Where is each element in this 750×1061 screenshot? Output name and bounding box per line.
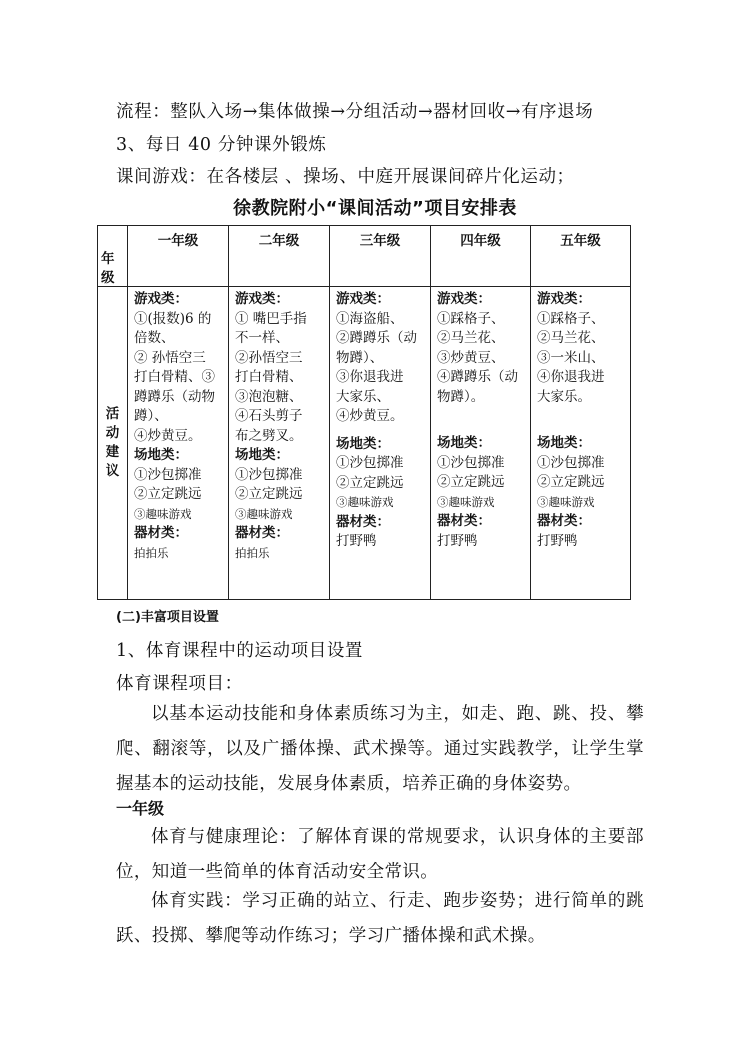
- paragraph: 体育实践：学习正确的站立、行走、跑步姿势；进行简单的跳跃、投掷、攀爬等动作练习；学习广播体操和武术操。: [116, 891, 644, 946]
- intro-game-line: 课间游戏：在各楼层 、操场、中庭开展课间碎片化运动；: [116, 167, 575, 187]
- game-category-label: 游戏类：: [235, 291, 289, 307]
- venue-line: ③趣味游戏: [235, 506, 293, 521]
- venue-line: ②立定跳远: [537, 474, 605, 490]
- equipment-category-label: 器材类：: [537, 513, 591, 529]
- row-label-char: 动: [105, 425, 120, 441]
- game-line: 物蹲）、: [336, 349, 384, 366]
- section-heading: (二)丰富项目设置: [116, 610, 219, 625]
- game-line: ④石头剪子: [235, 408, 303, 424]
- game-line: ②孙悟空三: [235, 349, 303, 366]
- row-label-char: 建: [105, 444, 120, 460]
- venue-category-label: 场地类：: [537, 435, 591, 451]
- game-line: 打白骨精、③: [134, 369, 215, 385]
- grade-header: 三年级: [330, 226, 431, 287]
- venue-line: ②立定跳远: [134, 486, 202, 502]
- game-line: ④炒黄豆。: [336, 408, 404, 424]
- grade-cell: [330, 287, 431, 600]
- equipment-category-label: 器材类：: [437, 513, 491, 529]
- venue-line: ②立定跳远: [437, 474, 505, 490]
- row-label-char: 活: [105, 406, 120, 422]
- game-category-label: 游戏类：: [437, 291, 491, 307]
- grade-header: 四年级: [431, 226, 531, 287]
- grade-header: 一年级: [128, 226, 229, 287]
- game-line: ④蹲蹲乐（动: [437, 369, 518, 385]
- activity-row-label: [98, 287, 128, 600]
- game-line: ②马兰花、: [437, 330, 505, 346]
- paragraph: 以基本运动技能和身体素质练习为主，如走、跑、跳、投、攀爬、翻滚等，以及广播体操、武术操等。通过实践教学，让学生掌握基本的运动技能，发展身体素质，培养正确的身体姿势。: [116, 704, 644, 794]
- game-category-label: 游戏类：: [537, 291, 591, 307]
- game-line: 倍数、: [134, 330, 175, 346]
- paragraph: 体育与健康理论：了解体育课的常规要求，认识身体的主要部位，知道一些简单的体育活动安全常识。: [116, 827, 644, 882]
- venue-category-label: 场地类：: [437, 435, 491, 451]
- table-body-row: [98, 287, 631, 600]
- cell-spacer: [336, 427, 426, 435]
- intro-process-line: 流程：整队入场→集体做操→分组活动→器材回收→有序退场: [116, 102, 594, 122]
- subsection-label: 体育课程项目：: [116, 674, 243, 694]
- venue-category-label: 场地类：: [336, 435, 390, 452]
- corner-cell: [98, 226, 128, 287]
- table-header-row: [98, 226, 631, 287]
- venue-category-label: 场地类：: [134, 447, 188, 463]
- game-line: 蹲）、: [134, 408, 168, 424]
- equipment-line: 打野鸭: [336, 533, 377, 549]
- game-line: 不一样、: [235, 330, 289, 346]
- game-line: ④你退我进: [537, 369, 605, 385]
- venue-line: ③趣味游戏: [537, 494, 595, 509]
- game-line: ③你退我进: [336, 369, 404, 385]
- game-line: ④炒黄豆。: [134, 427, 202, 444]
- equipment-line: 拍拍乐: [235, 545, 270, 560]
- game-line: ①(报数)6 的: [134, 310, 212, 327]
- corner-label-char: 年: [101, 251, 115, 267]
- game-line: ① 嘴巴手指: [235, 310, 307, 327]
- equipment-line: 打野鸭: [437, 532, 478, 549]
- game-line: 蹲蹲乐（动物: [134, 388, 215, 405]
- equipment-category-label: 器材类：: [134, 525, 188, 541]
- grade-cell: [531, 287, 631, 600]
- table-title: 徐教院附小“课间活动”项目安排表: [233, 198, 517, 219]
- venue-line: ①沙包掷准: [235, 466, 303, 483]
- cell-spacer: [437, 407, 526, 434]
- game-line: ②马兰花、: [537, 330, 605, 346]
- venue-line: ①沙包掷准: [336, 455, 404, 471]
- venue-line: ③趣味游戏: [134, 506, 192, 521]
- row-label-char: 议: [105, 463, 120, 479]
- grade-header: 五年级: [531, 226, 631, 287]
- venue-category-label: 场地类：: [235, 447, 289, 463]
- grade-cell: [128, 287, 229, 600]
- game-category-label: 游戏类：: [336, 291, 390, 307]
- game-line: 大家乐、: [336, 388, 390, 405]
- game-line: ③泡泡糖、: [235, 388, 303, 405]
- game-line: 布之劈叉。: [235, 427, 303, 444]
- game-line: ③一米山、: [537, 349, 605, 366]
- intro-exercise-line: 3、每日 40 分钟课外锻炼: [116, 135, 327, 155]
- game-line: ③炒黄豆、: [437, 349, 505, 366]
- game-line: ①踩格子、: [537, 310, 605, 327]
- game-line: 物蹲）。: [437, 388, 485, 405]
- game-category-label: 游戏类：: [134, 291, 188, 307]
- equipment-category-label: 器材类：: [235, 525, 289, 541]
- grade-cell: [229, 287, 330, 600]
- cell-spacer: [537, 407, 626, 434]
- equipment-line: 拍拍乐: [134, 545, 169, 560]
- equipment-line: 打野鸭: [537, 532, 578, 549]
- game-line: ②蹲蹲乐（动: [336, 330, 417, 346]
- game-line: 大家乐。: [537, 388, 591, 405]
- game-line: ①海盗船、: [336, 310, 404, 327]
- venue-line: ③趣味游戏: [336, 495, 394, 509]
- venue-line: ①沙包掷准: [537, 454, 605, 471]
- game-line: ①踩格子、: [437, 310, 505, 327]
- game-line: 打白骨精、: [235, 369, 303, 385]
- grade-heading: 一年级: [116, 799, 165, 818]
- venue-line: ③趣味游戏: [437, 494, 495, 509]
- schedule-table: [97, 225, 631, 600]
- grade-header: 二年级: [229, 226, 330, 287]
- subsection-title: 1、体育课程中的运动项目设置: [116, 641, 364, 661]
- venue-line: ①沙包掷准: [437, 454, 505, 471]
- corner-label-char: 级: [101, 270, 115, 286]
- venue-line: ②立定跳远: [336, 474, 404, 491]
- game-line: ② 孙悟空三: [134, 349, 206, 366]
- grade-cell: [431, 287, 531, 600]
- venue-line: ①沙包掷准: [134, 466, 202, 483]
- equipment-category-label: 器材类：: [336, 513, 390, 530]
- venue-line: ②立定跳远: [235, 486, 303, 502]
